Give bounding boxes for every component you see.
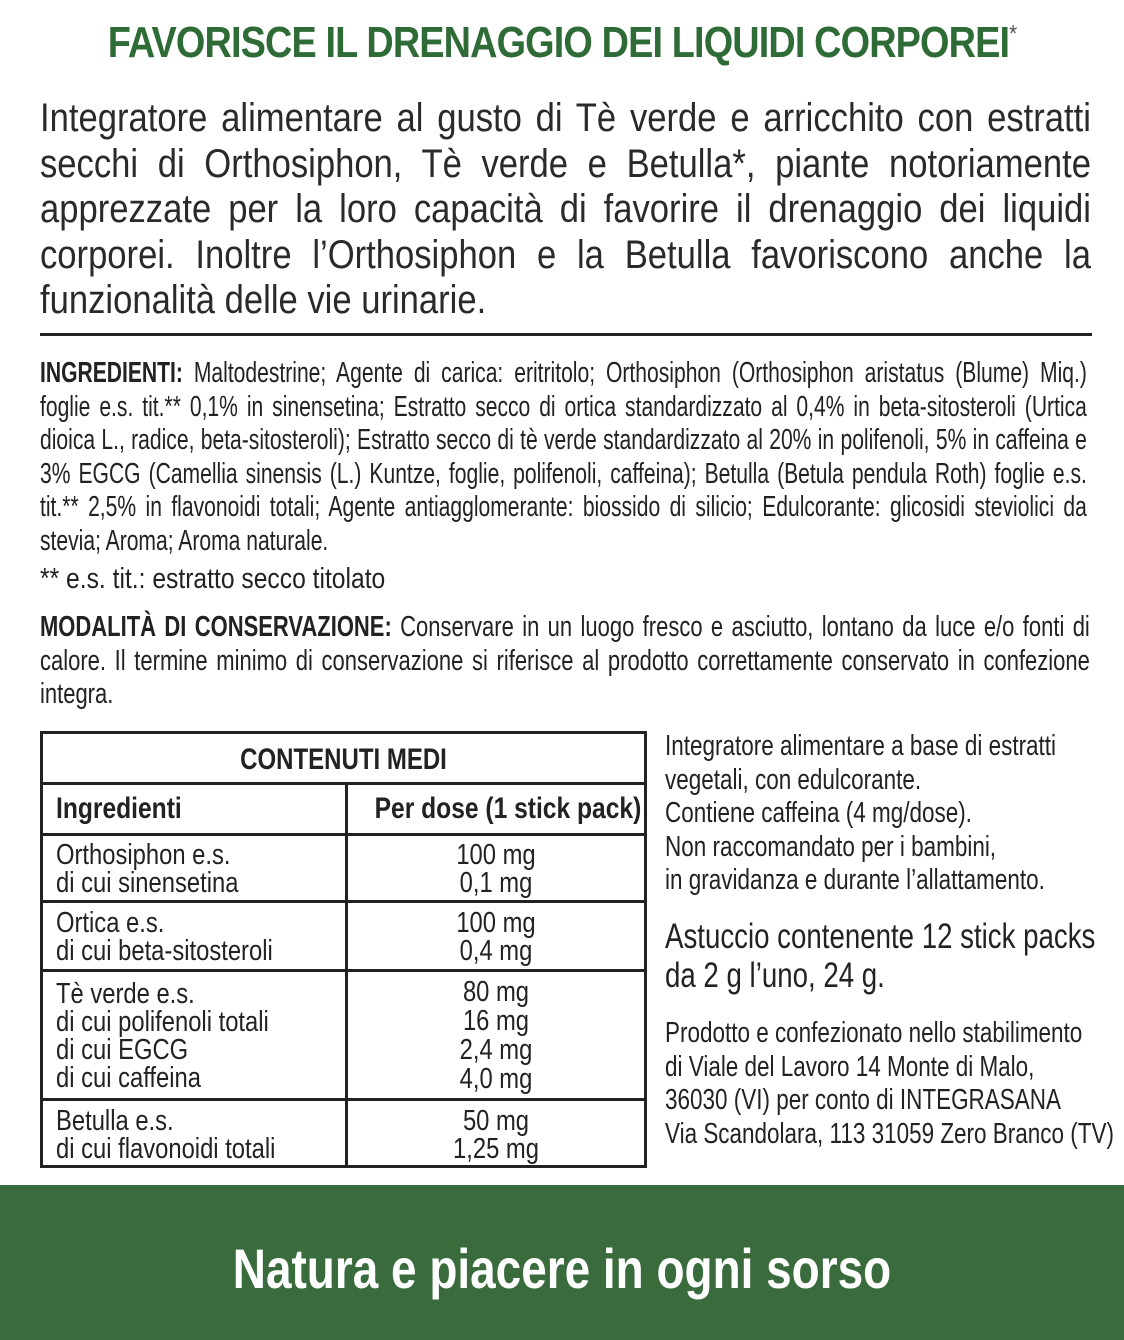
producer-line: Prodotto e confezionato nello stabilimento [665, 1017, 1083, 1049]
column-header-dose: Per dose (1 stick pack) [374, 792, 642, 825]
ingredient-name: Betulla e.s. [56, 1105, 174, 1137]
intro-paragraph: Integratore alimentare al gusto di Tè verde e arricchito con estratti secchi di Orthosiphon, Tè verde e Betulla*, piante notoriamente apprezzate per la loro capacità di favorire il drenaggio dei liquidi corporei. Inoltre l’Orthosiphon e la Betulla favoriscono anche la funzionalità delle vie urinarie. [40, 96, 1091, 322]
dose-value: 16 mg [462, 1005, 530, 1037]
info-line: Contiene caffeina (4 mg/dose). [665, 797, 972, 830]
dose-value: 50 mg [462, 1105, 530, 1137]
table-row [43, 833, 644, 900]
producer-line: 36030 (VI) per conto di INTEGRASANA [665, 1084, 1061, 1117]
ingredients-label: INGREDIENTI: [40, 357, 183, 389]
package-line: Astuccio contenente 12 stick packs [665, 917, 1096, 956]
abbreviation-note: ** e.s. tit.: estratto secco titolato [40, 563, 386, 595]
ingredient-name: Tè verde e.s. [56, 978, 195, 1010]
dose-value: 0,1 mg [459, 867, 533, 899]
producer-line: Via Scandolara, 113 31059 Zero Branco (TV) [665, 1117, 1114, 1150]
package-contents [665, 917, 1107, 995]
ingredients-text: Maltodestrine; Agente di carica: eritritolo; Orthosiphon (Orthosiphon aristatus (Blume) Miq.) foglie e.s. tit.** 0,1% in sinensetina; Estratto secco di ortica standardizzato al 0,4% in beta-sitosteroli (Urtica dioica L., radice, beta-sitosteroli); Estratto secco di tè verde standardizzato al 20% in polifenoli, 5% in caffeina e 3% EGCG (Camellia sinensis (L.) Kuntze, foglie, polifenoli, caffeina); Betulla (Betula pendula Roth) foglie e.s. tit.** 2,5% in flavonoidi totali; Agente antiagglomerante: biossido di silicio; Edulcorante: glicosidi steviolici da stevia; Aroma; Aroma naturale. [40, 357, 1087, 557]
package-line: da 2 g l’uno, 24 g. [665, 956, 885, 995]
table-row [43, 900, 644, 969]
title-asterisk: * [1009, 20, 1017, 48]
table-header-row [43, 782, 644, 833]
info-line: Non raccomandato per i bambini, [665, 830, 997, 863]
table-title: CONTENUTI MEDI [240, 743, 447, 776]
ingredient-name: di cui beta-sitosteroli [56, 935, 273, 967]
page-title: FAVORISCE IL DRENAGGIO DEI LIQUIDI CORPOREI* [107, 18, 1017, 67]
ingredient-name: di cui flavonoidi totali [56, 1133, 276, 1165]
ingredient-name: di cui sinensetina [56, 867, 239, 899]
ingredient-name: Ortica e.s. [56, 907, 165, 939]
nutrition-table [40, 731, 647, 1168]
ingredient-name: di cui EGCG [56, 1034, 189, 1066]
dose-value: 0,4 mg [459, 935, 533, 967]
dose-value: 80 mg [462, 976, 530, 1008]
table-row [43, 969, 644, 1098]
info-line: Integratore alimentare a base di estratti [665, 730, 1057, 762]
storage-label: MODALITÀ DI CONSERVAZIONE: [40, 611, 392, 643]
ingredient-name: Orthosiphon e.s. [56, 839, 231, 871]
info-line: vegetali, con edulcorante. [665, 763, 922, 796]
ingredient-name: di cui caffeina [56, 1062, 201, 1094]
info-line: in gravidanza e durante l’allattamento. [665, 864, 1045, 897]
storage-text: Conservare in un luogo fresco e asciutto, lontano da luce e/o fonti di calore. Il termine minimo di conservazione si riferisce al prodotto correttamente conservato in confezione integra. [40, 611, 1090, 711]
producer-line: di Viale del Lavoro 14 Monte di Malo, [665, 1050, 1035, 1083]
producer-info [665, 1017, 1114, 1151]
dose-value: 2,4 mg [459, 1034, 533, 1066]
slogan: Natura e piacere in ogni sorso [232, 1237, 892, 1300]
ingredients-paragraph [40, 357, 1087, 559]
dose-value: 100 mg [456, 839, 536, 871]
dose-value: 4,0 mg [459, 1063, 533, 1095]
ingredient-name: di cui polifenoli totali [56, 1006, 269, 1038]
column-header-ingredients: Ingredienti [56, 792, 182, 825]
table-row [43, 1098, 644, 1168]
supplement-info [665, 730, 1099, 898]
dose-value: 100 mg [456, 907, 536, 939]
divider [40, 333, 1092, 336]
dose-value: 1,25 mg [453, 1133, 539, 1165]
storage-paragraph [40, 611, 1090, 712]
